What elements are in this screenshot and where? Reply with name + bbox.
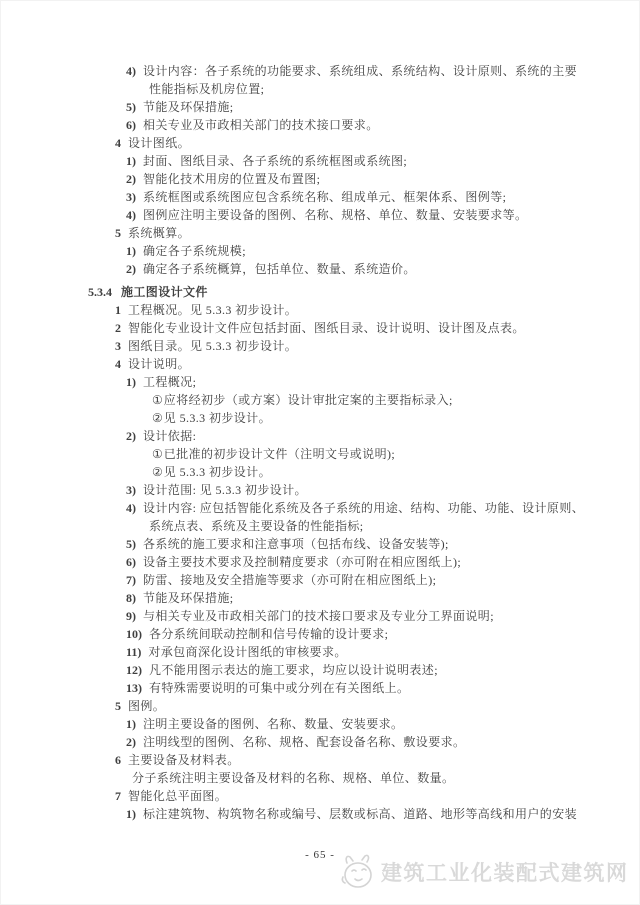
line-text: 性能指标及机房位置;: [149, 82, 265, 96]
line-text: 图纸目录。见 5.3.3 初步设计。: [128, 339, 298, 353]
line-text: 设计依据:: [143, 429, 197, 443]
text-line: [0, 661, 640, 679]
text-line: [0, 751, 640, 769]
line-marker: 4): [126, 208, 136, 222]
page-number: - 65 -: [305, 849, 335, 861]
text-line: [0, 463, 640, 481]
line-text: 系统概算。: [128, 226, 191, 240]
line-text: 智能化总平面图。: [128, 789, 228, 803]
line-text: 已批准的初步设计文件（注明文号或说明);: [163, 447, 396, 461]
text-line: [0, 697, 640, 715]
line-marker: 1): [126, 375, 136, 389]
text-line: [0, 625, 640, 643]
text-line: [0, 589, 640, 607]
line-marker: 5): [126, 537, 136, 551]
line-marker: 5: [115, 226, 121, 240]
text-line: [0, 607, 640, 625]
line-marker: ①: [152, 393, 163, 407]
line-marker: 1): [126, 154, 136, 168]
line-text: 防雷、接地及安全措施等要求（亦可附在相应图纸上);: [143, 573, 437, 587]
text-line: [0, 553, 640, 571]
text-line: [0, 409, 640, 427]
text-line: [0, 188, 640, 206]
text-line: [0, 152, 640, 170]
text-line: [0, 643, 640, 661]
text-line: [0, 373, 640, 391]
text-line: [0, 170, 640, 188]
line-marker: 1): [126, 717, 136, 731]
line-text: 见 5.3.3 初步设计。: [163, 411, 271, 425]
line-text: 智能化技术用房的位置及布置图;: [143, 172, 321, 186]
text-line: [0, 337, 640, 355]
line-text: 应将经初步（或方案）设计审批定案的主要指标录入;: [163, 393, 453, 407]
text-line: [0, 427, 640, 445]
line-marker: 4): [126, 501, 136, 515]
text-line: [0, 301, 640, 319]
line-marker: 5: [115, 699, 121, 713]
line-text: 相关专业及市政相关部门的技术接口要求。: [143, 118, 379, 132]
text-line: [0, 715, 640, 733]
line-marker: ②: [152, 465, 163, 479]
line-marker: 4: [115, 136, 121, 150]
text-line: [0, 805, 640, 823]
text-line: [0, 391, 640, 409]
line-marker: 5.3.4: [88, 285, 112, 299]
line-text: 主要设备及材料表。: [128, 753, 240, 767]
line-text: 确定各子系统规模;: [143, 244, 246, 258]
line-text: 工程概况。见 5.3.3 初步设计。: [128, 303, 298, 317]
line-text: 节能及环保措施;: [143, 100, 234, 114]
line-text: 系统点表、系统及主要设备的性能指标;: [149, 519, 364, 533]
line-text: 分子系统注明主要设备及材料的名称、规格、单位、数量。: [132, 771, 455, 785]
line-marker: 2): [126, 172, 136, 186]
line-marker: 2): [126, 262, 136, 276]
line-text: 施工图设计文件: [121, 285, 208, 299]
text-line: [0, 355, 640, 373]
text-line: [0, 260, 640, 278]
line-text: 有特殊需要说明的可集中或分列在有关图纸上。: [149, 681, 410, 695]
line-marker: 11): [126, 645, 142, 659]
line-text: 智能化专业设计文件应包括封面、图纸目录、设计说明、设计图及点表。: [128, 321, 525, 335]
line-text: 图例。: [128, 699, 166, 713]
line-text: 系统框图或系统图应包含系统名称、组成单元、框架体系、图例等;: [143, 190, 507, 204]
text-line: [0, 733, 640, 751]
line-text: 设计范围: 见 5.3.3 初步设计。: [143, 483, 307, 497]
text-line: [0, 679, 640, 697]
text-line: [0, 481, 640, 499]
line-marker: 1): [126, 807, 136, 821]
line-marker: 6): [126, 555, 136, 569]
line-text: 设计内容: 应包括智能化系统及各子系统的用途、结构、功能、功能、设计原则、: [143, 501, 585, 515]
line-text: 对承包商深化设计图纸的审核要求。: [148, 645, 347, 659]
line-text: 凡不能用图示表达的施工要求，均应以设计说明表述;: [149, 663, 438, 677]
line-marker: 7: [115, 789, 121, 803]
text-line: [0, 769, 640, 787]
text-line: [0, 319, 640, 337]
line-marker: 3): [126, 483, 136, 497]
line-marker: 3: [115, 339, 121, 353]
line-marker: 6: [115, 753, 121, 767]
text-line: [0, 445, 640, 463]
line-text: 注明主要设备的图例、名称、数量、安装要求。: [143, 717, 404, 731]
line-marker: 5): [126, 100, 136, 114]
line-text: 各系统的施工要求和注意事项（包括布线、设备安装等);: [143, 537, 449, 551]
line-text: 标注建筑物、构筑物名称或编号、层数或标高、道路、地形等高线和用户的安装: [143, 807, 578, 821]
text-line: [0, 787, 640, 805]
line-text: 工程概况;: [143, 375, 197, 389]
document-text-body: [0, 62, 640, 823]
text-line: [0, 206, 640, 224]
line-text: 节能及环保措施;: [143, 591, 234, 605]
text-line: [0, 283, 640, 301]
text-line: [0, 499, 640, 517]
line-text: 设计说明。: [128, 357, 191, 371]
line-text: 确定各子系统概算，包括单位、数量、系统造价。: [143, 262, 416, 276]
text-line: [0, 98, 640, 116]
text-line: [0, 134, 640, 152]
line-marker: 12): [126, 663, 142, 677]
line-marker: 10): [126, 627, 142, 641]
text-line: [0, 535, 640, 553]
line-marker: ②: [152, 411, 163, 425]
text-line: [0, 62, 640, 80]
line-marker: 1): [126, 244, 136, 258]
line-marker: 7): [126, 573, 136, 587]
line-marker: 6): [126, 118, 136, 132]
line-marker: 3): [126, 190, 136, 204]
line-marker: 8): [126, 591, 136, 605]
line-marker: 4): [126, 64, 136, 78]
line-marker: 13): [126, 681, 142, 695]
line-text: 设备主要技术要求及控制精度要求（亦可附在相应图纸上);: [143, 555, 462, 569]
line-marker: 2): [126, 429, 136, 443]
text-line: [0, 116, 640, 134]
watermark-text: 建筑工业化装配式建筑网: [381, 862, 629, 885]
line-text: 封面、图纸目录、各子系统的系统框图或系统图;: [143, 154, 408, 168]
text-line: [0, 242, 640, 260]
line-text: 图例应注明主要设备的图例、名称、规格、单位、数量、安装要求等。: [143, 208, 528, 222]
line-text: 见 5.3.3 初步设计。: [163, 465, 271, 479]
text-line: [0, 571, 640, 589]
line-marker: 4: [115, 357, 121, 371]
line-marker: 9): [126, 609, 136, 623]
line-text: 注明线型的图例、名称、规格、配套设备名称、敷设要求。: [143, 735, 466, 749]
line-text: 设计内容：各子系统的功能要求、系统组成、系统结构、设计原则、系统的主要: [143, 64, 578, 78]
text-line: [0, 517, 640, 535]
line-marker: 1: [115, 303, 121, 317]
line-text: 各分系统间联动控制和信号传输的设计要求;: [149, 627, 389, 641]
text-line: [0, 224, 640, 242]
text-line: [0, 80, 640, 98]
line-marker: ①: [152, 447, 163, 461]
line-text: 与相关专业及市政相关部门的技术接口要求及专业分工界面说明;: [143, 609, 494, 623]
line-text: 设计图纸。: [128, 136, 191, 150]
line-marker: 2: [115, 321, 121, 335]
line-marker: 2): [126, 735, 136, 749]
